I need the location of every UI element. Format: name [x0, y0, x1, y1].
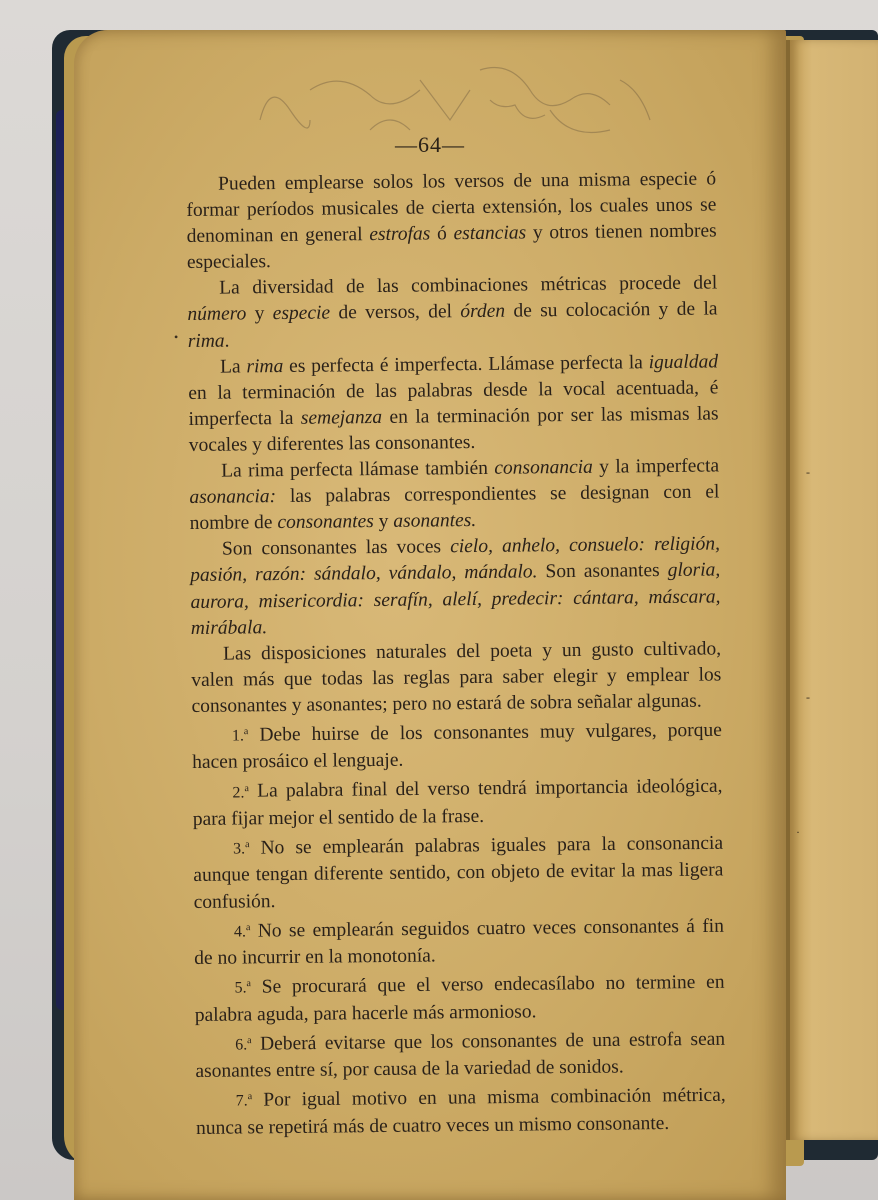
italic-term: asonantes. — [393, 510, 477, 533]
text-run: . — [224, 330, 230, 352]
italic-term: gloria, aurora, misericordia: serafín, alelí, predecir: cántara, máscara, mirábala. — [190, 559, 721, 639]
text-run: en la terminación por ser las mismas las vocales y diferentes las consonantes. — [188, 403, 719, 456]
page-gutter — [786, 40, 790, 1140]
text-run: en la terminación de las palabras desde la vocal acentuada, é imperfecta la — [188, 377, 719, 430]
text-run: de versos, del — [330, 301, 461, 324]
rule-ordinal: 5.$^a$ — [234, 978, 252, 997]
text-run: Son asonantes — [537, 560, 668, 583]
rule-text: La palabra final del verso tendrá importancia ideológica, para fijar mejor el sentido de la frase. — [192, 776, 723, 830]
italic-term: estancias — [453, 222, 527, 245]
paragraph — [188, 349, 719, 459]
rule-text: Deberá evitarse que los consonantes de una estrofa sean asonantes entre sí, por causa de la variedad de sonidos. — [195, 1028, 726, 1083]
italic-term: rima — [187, 330, 225, 352]
margin-mark: · — [796, 825, 800, 839]
rule-item — [194, 967, 725, 1029]
rule-ordinal: 4.$^a$ — [233, 921, 251, 941]
text-run: de su colocación y de la — [505, 298, 718, 323]
rule-item — [194, 910, 725, 972]
rule-ordinal: 2.$^a$ — [232, 782, 249, 802]
rule-item — [192, 771, 723, 833]
page-body-text — [186, 166, 726, 1141]
page-number: —64— — [395, 132, 465, 157]
text-run: y otros tienen nombres especiales. — [186, 220, 717, 274]
italic-term: rima — [246, 355, 284, 378]
rule-text: Por igual motivo en una misma combinación métrica, nunca se repetirá más de cuatro veces un mismo consonante. — [195, 1084, 726, 1139]
italic-term: especie — [272, 302, 331, 325]
italic-term: consonantes — [277, 511, 374, 534]
text-run: las palabras correspondientes se designan con el nombre de — [189, 481, 720, 535]
text-run: ó — [430, 223, 454, 245]
text-run: y — [373, 511, 394, 533]
italic-term: semejanza — [300, 406, 383, 429]
rule-item — [195, 1023, 726, 1085]
paragraph — [187, 271, 718, 355]
text-run: La diversidad de las combinaciones métricas procede del — [219, 272, 718, 300]
text-run: La rima perfecta llámase también — [221, 457, 495, 482]
rule-ordinal: 1.$^a$ — [231, 726, 249, 745]
italic-term: número — [187, 303, 247, 326]
rule-text: No se emplearán seguidos cuatro veces consonantes á fin de no incurrir en la monotonía. — [194, 915, 725, 969]
italic-term: cielo, anhelo, consuelo: religión, pasión, razón: sándalo, vándalo, mándalo. — [190, 533, 721, 587]
paragraph — [189, 453, 720, 537]
rule-text: Se procurará que el verso endecasílabo no termine en palabra aguda, para hacerle más armonioso. — [194, 971, 725, 1026]
margin-mark: - — [806, 690, 810, 704]
rule-text: No se emplearán palabras iguales para la consonancia aunque tengan diferente sentido, con objeto de evitar la mas ligera confusión. — [193, 832, 724, 913]
rule-ordinal: 6.$^a$ — [235, 1035, 252, 1054]
rule-text: Debe huirse de los consonantes muy vulgares, porque hacen prosáico el lenguaje. — [192, 719, 722, 774]
text-run: es perfecta é imperfecta. Llámase perfecta la — [283, 351, 649, 377]
rule-item — [196, 1080, 727, 1142]
text-run: y la imperfecta — [592, 455, 720, 478]
italic-term: estrofas — [369, 223, 431, 246]
text-run: Pueden emplearse solos los versos de una misma especie ó formar períodos musicales de cierta extensión, los cuales unos se denominan en general — [186, 168, 717, 248]
italic-term: igualdad — [648, 351, 719, 373]
rule-item — [193, 827, 724, 915]
paragraph — [190, 532, 721, 642]
text-run: La — [219, 356, 247, 378]
margin-mark: • — [174, 330, 179, 344]
rule-ordinal: 3.$^a$ — [233, 839, 250, 858]
italic-term: consonancia — [494, 456, 593, 479]
rule-ordinal: 7.$^a$ — [235, 1091, 253, 1111]
text-run: Son consonantes las voces — [221, 536, 451, 560]
margin-mark: - — [806, 465, 810, 479]
text-run: Las disposiciones naturales del poeta y un gusto cultivado, valen más que todas las reglas para saber elegir y emplear los consonantes y asonantes; pero no estará de sobra señalar algunas. — [191, 638, 722, 717]
paragraph — [191, 636, 722, 720]
italic-term: órden — [460, 301, 506, 323]
text-run: y — [246, 303, 273, 325]
paragraph — [186, 166, 717, 276]
italic-term: asonancia: — [189, 486, 277, 509]
facing-page — [790, 40, 878, 1140]
rule-item — [192, 714, 723, 776]
